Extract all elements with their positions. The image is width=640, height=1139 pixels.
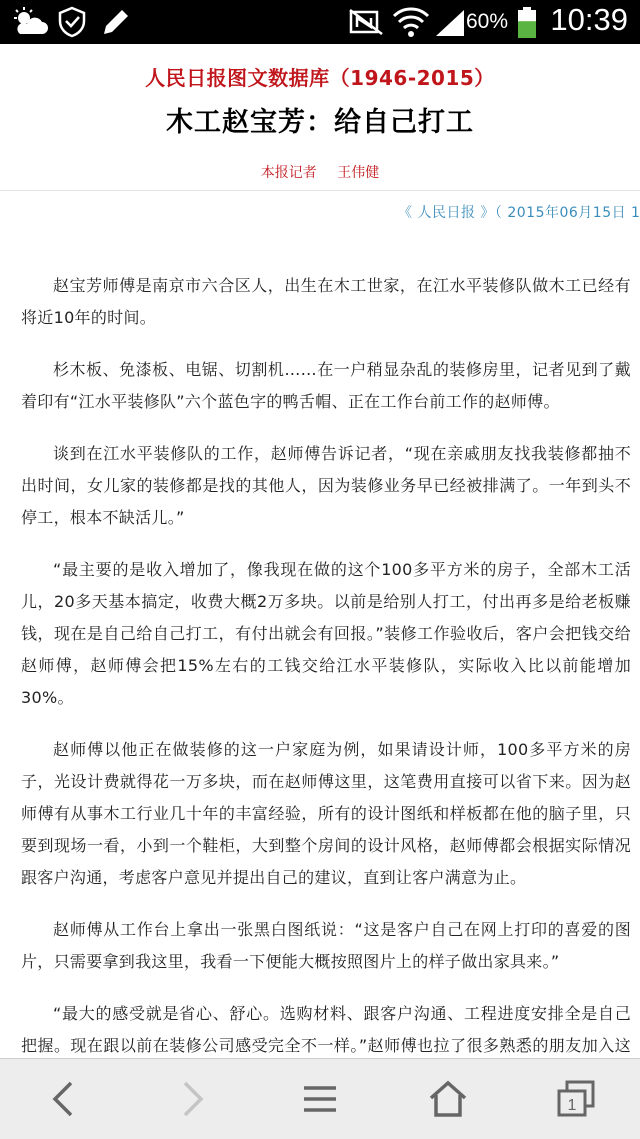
forward-button[interactable] (160, 1073, 224, 1125)
tabs-icon (555, 1079, 597, 1119)
article-body (21, 270, 631, 1114)
pencil-icon (100, 6, 132, 42)
menu-button[interactable] (288, 1073, 352, 1125)
paragraph: 赵宝芳师傅是南京市六合区人，出生在木工世家，在江水平装修队做木工已经有将近10年的时间。 (21, 276, 631, 327)
database-title[interactable]: 人民日报图文数据库（1946-2015） (145, 66, 495, 90)
tabs-button[interactable] (544, 1073, 608, 1125)
web-page (0, 44, 640, 1058)
byline (0, 162, 640, 182)
no-nfc-icon (348, 8, 384, 40)
home-icon (428, 1080, 468, 1118)
battery-icon (516, 6, 538, 44)
home-button[interactable] (416, 1073, 480, 1125)
signal-icon (434, 8, 466, 42)
byline-author: 王伟健 (337, 165, 380, 181)
shield-icon (58, 6, 86, 42)
back-button[interactable] (32, 1073, 96, 1125)
clock: 10:39 (550, 2, 628, 37)
battery-percent: 60% (466, 10, 509, 33)
back-icon (47, 1079, 81, 1119)
byline-label: 本报记者 (260, 165, 317, 181)
source-line: 《 人民日报 》（ 2015年06月15日 1 (398, 205, 640, 221)
status-bar (0, 0, 640, 44)
forward-icon (175, 1079, 209, 1119)
wifi-icon (392, 4, 430, 42)
weather-icon (10, 6, 50, 42)
paragraph: 谈到在江水平装修队的工作，赵师傅告诉记者，“现在亲戚朋友找我装修都抽不出时间，女儿家的装修都是找的其他人，因为装修业务早已经被排满了。一年到头不停工，根本不缺活儿。” (21, 444, 631, 527)
paragraph: 赵师傅从工作台上拿出一张黑白图纸说：“这是客户自己在网上打印的喜爱的图片，只需要拿到我这里，我看一下便能大概按照图片上的样子做出家具来。” (21, 920, 631, 971)
paragraph: “最主要的是收入增加了，像我现在做的这个100多平方米的房子，全部木工活儿，20多天基本搞定，收费大概2万多块。以前是给别人打工，付出再多是给老板赚钱，现在是自己给自己打工，有付出就会有回报。”装修工作验收后，客户会把钱交给赵师傅，赵师傅会把15%左右的工钱交给江水平装修队，实际收入比以前能增加30%。 (21, 560, 631, 707)
paragraph: 赵师傅以他正在做装修的这一户家庭为例，如果请设计师，100多平方米的房子，光设计费就得花一万多块，而在赵师傅这里，这笔费用直接可以省下来。因为赵师傅有从事木工行业几十年的丰富经验，所有的设计图纸和样板都在他的脑子里，只要到现场一看，小到一个鞋柜，大到整个房间的设计风格，赵师傅都会根据实际情况跟客户沟通，考虑客户意见并提出自己的建议，直到让客户满意为止。 (21, 740, 631, 887)
menu-icon (302, 1083, 338, 1115)
browser-nav-bar (0, 1058, 640, 1139)
paragraph: “最大的感受就是省心、舒心。选购材料、跟客户沟通、工程进度安排全是自己把握。现在跟以前在装修公司感受完全不一样。”赵师傅也拉了很多熟悉的朋友加入这 (21, 1004, 631, 1055)
paragraph: 杉木板、免漆板、电锯、切割机……在一户稍显杂乱的装修房里，记者见到了戴着印有“江水平装修队”六个蓝色字的鸭舌帽、正在工作台前工作的赵师傅。 (21, 360, 631, 411)
tab-count: 1 (567, 1097, 577, 1114)
article-title: 木工赵宝芳：给自己打工 (166, 107, 474, 138)
divider (0, 190, 640, 191)
